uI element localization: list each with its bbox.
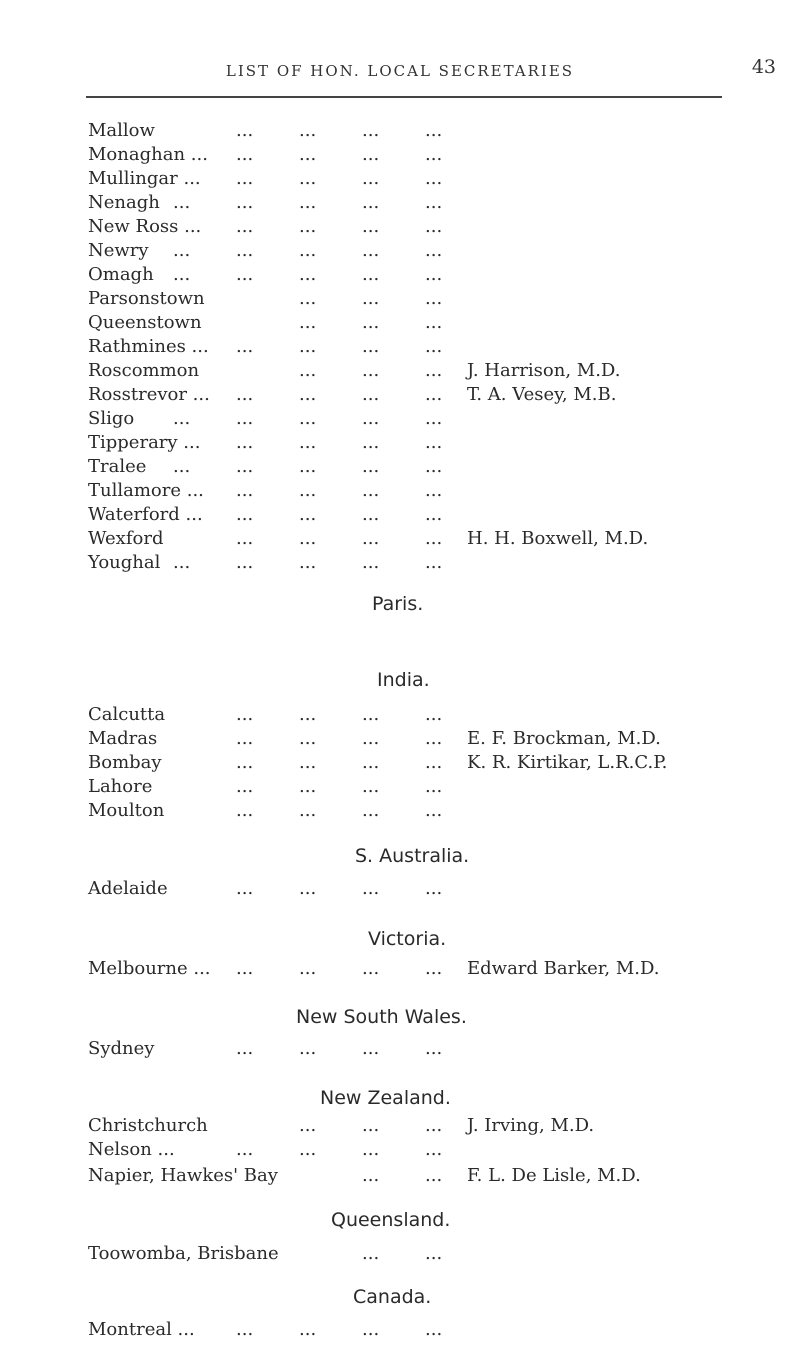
place-name: Roscommon	[88, 360, 200, 381]
leader-dots: ...	[425, 776, 443, 797]
place-name: Sydney	[88, 1038, 155, 1059]
leader-dots: ...	[236, 1139, 254, 1160]
list-item	[0, 239, 800, 263]
leader-dots: ...	[425, 288, 443, 309]
leader-dots: ...	[425, 432, 443, 453]
leader-dots: ...	[362, 144, 380, 165]
leader-dots: ...	[425, 456, 443, 477]
leader-dots: ...	[299, 480, 317, 501]
leader-dots: ...	[425, 192, 443, 213]
leader-dots: ...	[425, 480, 443, 501]
list-item	[0, 551, 800, 575]
leader-dots: ...	[425, 144, 443, 165]
leader-dots: ...	[425, 168, 443, 189]
leader-dots: ...	[299, 504, 317, 525]
leader-dots: ...	[236, 240, 254, 261]
list-item	[0, 1037, 800, 1061]
place-name: Tralee	[88, 456, 147, 477]
leader-dots: ...	[425, 216, 443, 237]
list-item	[0, 1242, 800, 1266]
leader-dots: ...	[425, 728, 443, 749]
list-item	[0, 119, 800, 143]
place-name: Mullingar ...	[88, 168, 201, 189]
leader-dots: ...	[299, 120, 317, 141]
leader-dots: ...	[236, 168, 254, 189]
leader-dots: ...	[362, 288, 380, 309]
leader-dots: ...	[299, 704, 317, 725]
section-heading-new-zealand: New Zealand.	[320, 1087, 451, 1109]
leader-dots: ...	[362, 168, 380, 189]
leader-dots: ...	[236, 728, 254, 749]
list-item	[0, 167, 800, 191]
leader-dots: ...	[299, 878, 317, 899]
leader-dots: ...	[425, 240, 443, 261]
leader-dots: ...	[299, 288, 317, 309]
leader-dots: ...	[236, 1319, 254, 1340]
leader-dots: ...	[236, 1038, 254, 1059]
place-name: Rathmines ...	[88, 336, 209, 357]
leader-dots: ...	[425, 1319, 443, 1340]
leader-dots: ...	[299, 384, 317, 405]
list-item	[0, 335, 800, 359]
list-item	[0, 407, 800, 431]
list-item	[0, 1164, 800, 1188]
list-item	[0, 431, 800, 455]
leader-dots: ...	[425, 384, 443, 405]
leader-dots: ...	[299, 958, 317, 979]
list-item	[0, 143, 800, 167]
leader-dots: ...	[362, 408, 380, 429]
leader-dots: ...	[425, 504, 443, 525]
leader-dots: ...	[425, 704, 443, 725]
section-heading-s-australia: S. Australia.	[355, 845, 470, 867]
leader-dots: ...	[299, 456, 317, 477]
list-item	[0, 191, 800, 215]
place-name: Rosstrevor ...	[88, 384, 210, 405]
secretary-name: T. A. Vesey, M.B.	[467, 384, 617, 405]
list-item	[0, 263, 800, 287]
leader-dots: ...	[173, 264, 191, 285]
leader-dots: ...	[299, 800, 317, 821]
section-heading-queensland: Queensland.	[331, 1209, 451, 1231]
leader-dots: ...	[299, 1038, 317, 1059]
leader-dots: ...	[173, 552, 191, 573]
list-item	[0, 1114, 800, 1138]
leader-dots: ...	[362, 1319, 380, 1340]
place-name: Tullamore ...	[88, 480, 204, 501]
leader-dots: ...	[299, 216, 317, 237]
leader-dots: ...	[236, 752, 254, 773]
leader-dots: ...	[362, 958, 380, 979]
place-name: Lahore	[88, 776, 153, 797]
list-item	[0, 287, 800, 311]
leader-dots: ...	[236, 192, 254, 213]
leader-dots: ...	[236, 336, 254, 357]
leader-dots: ...	[362, 1115, 380, 1136]
leader-dots: ...	[362, 336, 380, 357]
section-heading-victoria: Victoria.	[368, 928, 447, 950]
place-name: Omagh	[88, 264, 154, 285]
leader-dots: ...	[362, 752, 380, 773]
list-item	[0, 215, 800, 239]
place-name: New Ross ...	[88, 216, 202, 237]
leader-dots: ...	[236, 384, 254, 405]
leader-dots: ...	[299, 552, 317, 573]
leader-dots: ...	[299, 264, 317, 285]
secretary-name: E. F. Brockman, M.D.	[467, 728, 661, 749]
list-item	[0, 799, 800, 823]
leader-dots: ...	[362, 384, 380, 405]
list-item	[0, 1318, 800, 1342]
leader-dots: ...	[299, 1115, 317, 1136]
leader-dots: ...	[236, 878, 254, 899]
leader-dots: ...	[362, 456, 380, 477]
leader-dots: ...	[299, 432, 317, 453]
leader-dots: ...	[362, 800, 380, 821]
place-name: Mallow	[88, 120, 155, 141]
leader-dots: ...	[236, 456, 254, 477]
place-name: Newry	[88, 240, 149, 261]
list-item	[0, 455, 800, 479]
leader-dots: ...	[362, 264, 380, 285]
leader-dots: ...	[236, 120, 254, 141]
leader-dots: ...	[425, 1038, 443, 1059]
place-name: Parsonstown	[88, 288, 205, 309]
place-name: Napier, Hawkes' Bay	[88, 1165, 278, 1186]
place-name: Queenstown	[88, 312, 202, 333]
leader-dots: ...	[299, 192, 317, 213]
list-item	[0, 877, 800, 901]
leader-dots: ...	[425, 312, 443, 333]
section-heading-canada: Canada.	[353, 1286, 432, 1308]
secretary-name: K. R. Kirtikar, L.R.C.P.	[467, 752, 668, 773]
leader-dots: ...	[299, 1139, 317, 1160]
list-item	[0, 751, 800, 775]
leader-dots: ...	[173, 240, 191, 261]
leader-dots: ...	[425, 752, 443, 773]
place-name: Nenagh	[88, 192, 160, 213]
list-item	[0, 703, 800, 727]
leader-dots: ...	[362, 360, 380, 381]
leader-dots: ...	[362, 528, 380, 549]
list-item	[0, 527, 800, 551]
place-name: Madras	[88, 728, 158, 749]
leader-dots: ...	[236, 432, 254, 453]
leader-dots: ...	[425, 264, 443, 285]
place-name: Christchurch	[88, 1115, 208, 1136]
place-name: Sligo	[88, 408, 135, 429]
place-name: Tipperary ...	[88, 432, 201, 453]
place-name: Bombay	[88, 752, 162, 773]
place-name: Waterford ...	[88, 504, 203, 525]
leader-dots: ...	[236, 264, 254, 285]
leader-dots: ...	[362, 216, 380, 237]
leader-dots: ...	[425, 1115, 443, 1136]
section-heading-india: India.	[377, 669, 430, 691]
leader-dots: ...	[425, 360, 443, 381]
list-item	[0, 383, 800, 407]
leader-dots: ...	[299, 528, 317, 549]
list-item	[0, 1138, 800, 1162]
place-name: Montreal ...	[88, 1319, 195, 1340]
leader-dots: ...	[362, 240, 380, 261]
place-name: Moulton	[88, 800, 165, 821]
leader-dots: ...	[362, 192, 380, 213]
leader-dots: ...	[236, 216, 254, 237]
leader-dots: ...	[362, 1139, 380, 1160]
leader-dots: ...	[236, 504, 254, 525]
secretary-name: J. Harrison, M.D.	[467, 360, 621, 381]
leader-dots: ...	[299, 408, 317, 429]
section-heading-paris: Paris.	[372, 593, 424, 615]
leader-dots: ...	[299, 752, 317, 773]
leader-dots: ...	[299, 144, 317, 165]
leader-dots: ...	[299, 776, 317, 797]
leader-dots: ...	[362, 1243, 380, 1264]
leader-dots: ...	[425, 800, 443, 821]
leader-dots: ...	[425, 552, 443, 573]
place-name: Youghal	[88, 552, 161, 573]
leader-dots: ...	[299, 240, 317, 261]
leader-dots: ...	[362, 480, 380, 501]
leader-dots: ...	[362, 1165, 380, 1186]
leader-dots: ...	[362, 552, 380, 573]
secretary-name: H. H. Boxwell, M.D.	[467, 528, 649, 549]
list-item	[0, 727, 800, 751]
leader-dots: ...	[425, 408, 443, 429]
leader-dots: ...	[299, 336, 317, 357]
leader-dots: ...	[173, 408, 191, 429]
leader-dots: ...	[173, 456, 191, 477]
place-name: Monaghan ...	[88, 144, 208, 165]
leader-dots: ...	[425, 1165, 443, 1186]
leader-dots: ...	[362, 776, 380, 797]
leader-dots: ...	[362, 704, 380, 725]
leader-dots: ...	[236, 800, 254, 821]
list-item	[0, 957, 800, 981]
place-name: Adelaide	[88, 878, 168, 899]
place-name: Nelson ...	[88, 1139, 175, 1160]
section-heading-new-south-wales: New South Wales.	[296, 1006, 467, 1028]
leader-dots: ...	[299, 168, 317, 189]
leader-dots: ...	[425, 878, 443, 899]
page-number: 43	[751, 56, 776, 78]
leader-dots: ...	[425, 336, 443, 357]
leader-dots: ...	[362, 878, 380, 899]
leader-dots: ...	[236, 704, 254, 725]
leader-dots: ...	[236, 408, 254, 429]
leader-dots: ...	[362, 432, 380, 453]
leader-dots: ...	[236, 144, 254, 165]
leader-dots: ...	[236, 480, 254, 501]
place-name: Calcutta	[88, 704, 166, 725]
leader-dots: ...	[425, 528, 443, 549]
secretary-name: Edward Barker, M.D.	[467, 958, 660, 979]
leader-dots: ...	[299, 312, 317, 333]
list-item	[0, 503, 800, 527]
header-rule	[86, 96, 722, 98]
leader-dots: ...	[362, 1038, 380, 1059]
leader-dots: ...	[299, 728, 317, 749]
leader-dots: ...	[425, 1243, 443, 1264]
leader-dots: ...	[299, 360, 317, 381]
leader-dots: ...	[362, 312, 380, 333]
leader-dots: ...	[362, 728, 380, 749]
place-name: Melbourne ...	[88, 958, 211, 979]
page-title: LIST OF HON. LOCAL SECRETARIES	[225, 62, 575, 80]
place-name: Toowomba, Brisbane	[88, 1243, 279, 1264]
leader-dots: ...	[362, 120, 380, 141]
list-item	[0, 359, 800, 383]
secretary-name: J. Irving, M.D.	[467, 1115, 595, 1136]
list-item	[0, 311, 800, 335]
leader-dots: ...	[236, 528, 254, 549]
leader-dots: ...	[236, 958, 254, 979]
leader-dots: ...	[425, 120, 443, 141]
list-item	[0, 775, 800, 799]
leader-dots: ...	[173, 192, 191, 213]
place-name: Wexford	[88, 528, 164, 549]
leader-dots: ...	[236, 552, 254, 573]
leader-dots: ...	[425, 958, 443, 979]
leader-dots: ...	[299, 1319, 317, 1340]
list-item	[0, 479, 800, 503]
secretary-name: F. L. De Lisle, M.D.	[467, 1165, 641, 1186]
leader-dots: ...	[236, 776, 254, 797]
leader-dots: ...	[425, 1139, 443, 1160]
leader-dots: ...	[362, 504, 380, 525]
